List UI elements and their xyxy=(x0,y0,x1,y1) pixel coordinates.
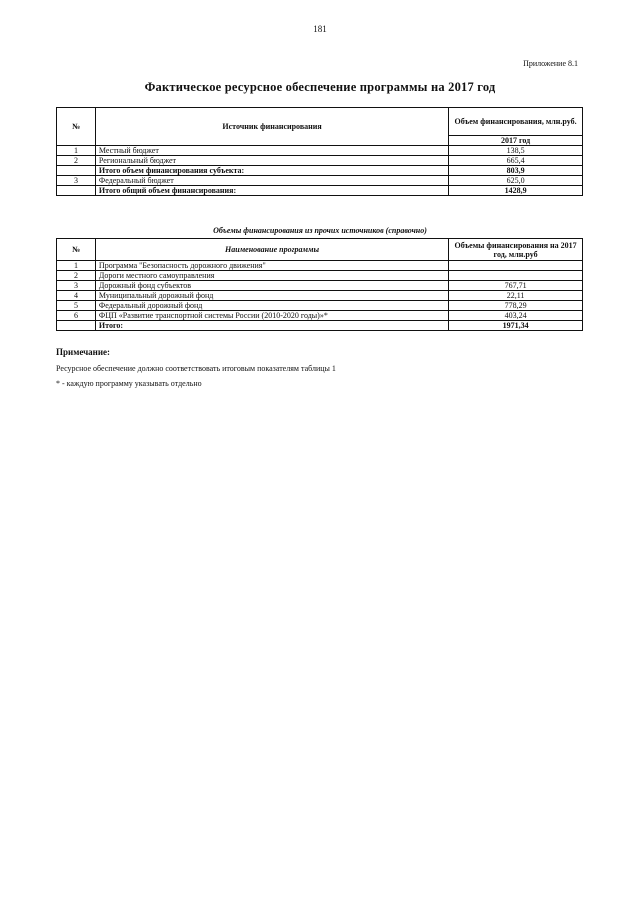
column-header-volume: Объем финансирования, млн.руб. xyxy=(449,108,583,136)
total-row xyxy=(57,321,583,331)
row-name: Итого общий объем финансирования: xyxy=(95,186,448,196)
row-value: 803,9 xyxy=(449,166,583,176)
row-value: 778,29 xyxy=(449,301,583,311)
table-row xyxy=(57,301,583,311)
row-value: 767,71 xyxy=(449,281,583,291)
table-row xyxy=(57,156,583,166)
total-row xyxy=(57,166,583,176)
column-header-year: 2017 год xyxy=(449,136,583,146)
row-number xyxy=(57,166,96,176)
other-sources-table xyxy=(56,238,583,331)
row-name: ФЦП «Развитие транспортной системы России (2010-2020 годы)»* xyxy=(95,311,448,321)
row-name: Итого: xyxy=(95,321,448,331)
row-value: 625,0 xyxy=(449,176,583,186)
row-value: 403,24 xyxy=(449,311,583,321)
note-text: Ресурсное обеспечение должно соответствовать итоговым показателям таблицы 1 xyxy=(56,364,336,373)
row-name: Итого объем финансирования субъекта: xyxy=(95,166,448,176)
table-row xyxy=(57,146,583,156)
column-header-volume: Объемы финансирования на 2017 год, млн.руб xyxy=(449,239,583,261)
row-value: 1428,9 xyxy=(449,186,583,196)
row-number: 2 xyxy=(57,156,96,166)
row-number xyxy=(57,186,96,196)
table-row xyxy=(57,311,583,321)
column-header-source: Источник финансирования xyxy=(95,108,448,146)
row-name: Дорожный фонд субъектов xyxy=(95,281,448,291)
section-subtitle: Объемы финансирования из прочих источников (справочно) xyxy=(213,226,427,235)
funding-table xyxy=(56,107,583,196)
row-value xyxy=(449,261,583,271)
row-name: Дороги местного самоуправления xyxy=(95,271,448,281)
table-row xyxy=(57,281,583,291)
row-number: 3 xyxy=(57,176,96,186)
row-number: 1 xyxy=(57,146,96,156)
row-name: Федеральный бюджет xyxy=(95,176,448,186)
funding-table-body xyxy=(57,146,583,196)
row-value: 1971,34 xyxy=(449,321,583,331)
row-number: 5 xyxy=(57,301,96,311)
note-title: Примечание: xyxy=(56,347,111,357)
column-header-number: № xyxy=(57,239,96,261)
row-value: 22,11 xyxy=(449,291,583,301)
row-value xyxy=(449,271,583,281)
footnote-text: * - каждую программу указывать отдельно xyxy=(56,379,202,388)
row-number: 1 xyxy=(57,261,96,271)
row-name: Местный бюджет xyxy=(95,146,448,156)
table-row xyxy=(57,261,583,271)
total-row xyxy=(57,186,583,196)
row-value: 665,4 xyxy=(449,156,583,166)
table-row xyxy=(57,291,583,301)
row-number: 2 xyxy=(57,271,96,281)
row-number: 6 xyxy=(57,311,96,321)
row-name: Программа "Безопасность дорожного движения" xyxy=(95,261,448,271)
appendix-label: Приложение 8.1 xyxy=(523,59,578,68)
page-title: Фактическое ресурсное обеспечение программы на 2017 год xyxy=(144,80,496,94)
row-name: Муниципальный дорожный фонд xyxy=(95,291,448,301)
table-row xyxy=(57,176,583,186)
column-header-program: Наименование программы xyxy=(95,239,448,261)
row-number: 4 xyxy=(57,291,96,301)
row-name: Региональный бюджет xyxy=(95,156,448,166)
other-sources-table-body xyxy=(57,261,583,331)
table-row xyxy=(57,271,583,281)
row-number xyxy=(57,321,96,331)
row-name: Федеральный дорожный фонд xyxy=(95,301,448,311)
row-value: 138,5 xyxy=(449,146,583,156)
page-number: 181 xyxy=(313,24,327,34)
row-number: 3 xyxy=(57,281,96,291)
column-header-number: № xyxy=(57,108,96,146)
